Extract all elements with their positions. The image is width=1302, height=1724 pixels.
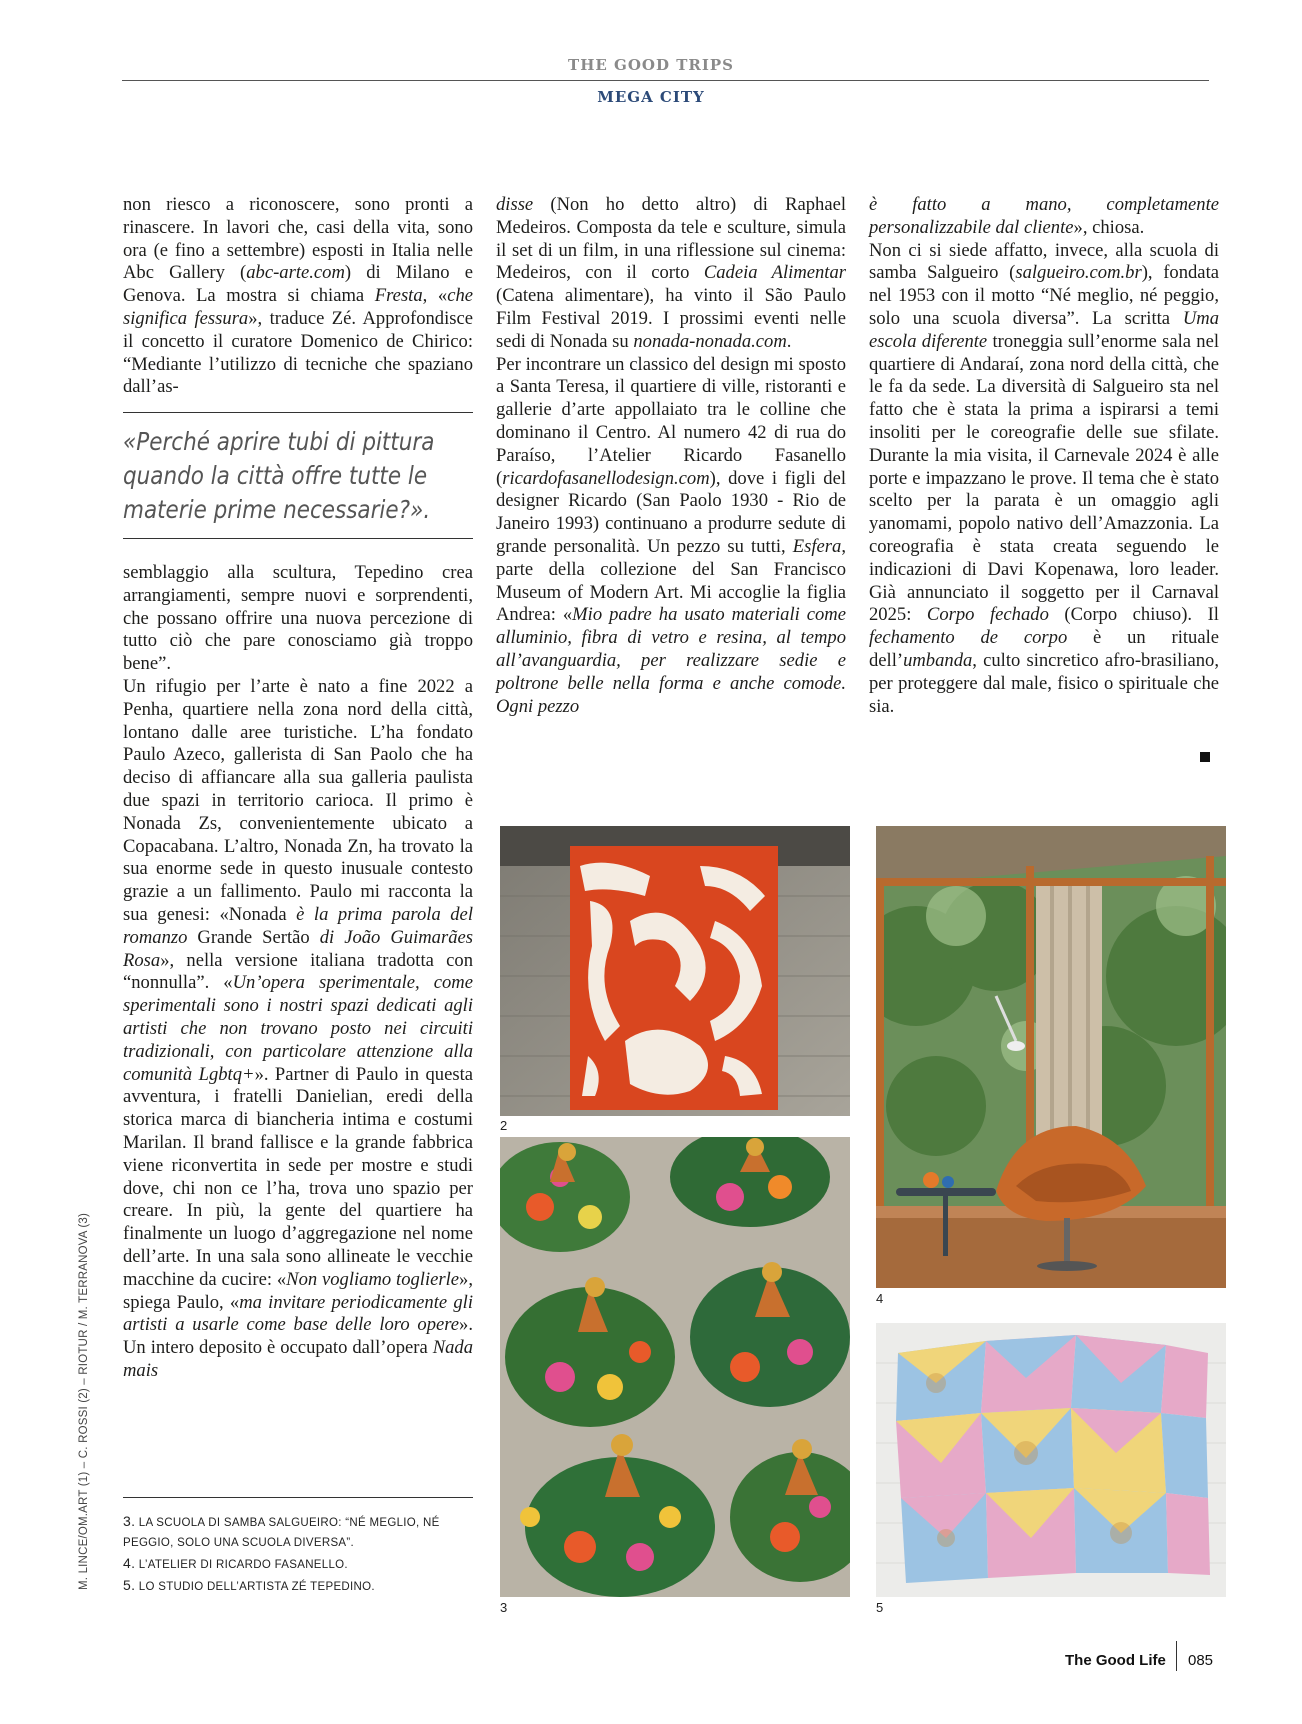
caption-rule [123,1497,473,1498]
article-column-3 [869,194,1219,718]
article-column-1-top [123,194,473,399]
header-rule [122,80,1209,81]
paragraph: Un rifugio per l’arte è nato a fine 2022 a Penha, quartiere nella zona nord della città, lontano dalle aree turistiche. L’ha fondato Paulo Azeco, gallerista di San Paolo che ha deciso di affiancare alla sua galleria paulista due spazi in territorio carioca. Il primo è Nonada Zs, convenientemente ubicato a Copacabana. L’altro, Nonada Zn, ha trovato la sua enorme sede in questo inusuale contesto grazie a un fallimento. Paulo mi racconta la sua genesi: «Nonada è la prima parola del romanzo Grande Sertão di João Guimarães Rosa», nella versione italiana tradotta con “nonnulla”. «Un’opera sperimentale, come sperimentali sono i nostri spazi dedicati agli artisti che non trovano posto nei circuiti tradizionali, con particolare attenzione alla comunità Lgbtq+». Partner di Paulo in questa avventura, i fratelli Danielian, eredi della storica marca di biancheria intima e costumi Marilan. Il brand fallisce e la grande fabbrica viene riconvertita in sede per mostre e studi dove, chi non ce l’ha, trova uno spazio per creare. In più, la gente del quartiere ha finalmente un luogo d’aggregazione nel nome dell’arte. In una sala sono allineate le vecchie macchine da cucire: «Non vogliamo toglierle», spiega Paulo, «ma invitare periodicamente gli artisti a usarle come base delle loro opere». Un intero deposito è occupato dall’opera Nada mais [123,675,473,1381]
subsection-title: MEGA CITY [597,88,705,106]
footer-separator [1176,1641,1177,1671]
quote-rule-bottom [123,538,473,539]
page-number: 085 [1188,1652,1214,1669]
photo-patchwork-textile [876,1323,1226,1597]
caption-4: 4. L’ATELIER DI RICARDO FASANELLO. [123,1555,348,1571]
photo-number-4: 4 [876,1291,884,1306]
photo-carnival-costumes [500,1137,850,1597]
section-title: THE GOOD TRIPS [568,56,734,74]
paragraph: è fatto a mano, completamente personalizzabile dal cliente», chiosa. [869,194,1219,238]
end-of-article-mark [1200,752,1210,762]
photo-credit: M. LINCE/OM.ART (1) – C. ROSSI (2) – RIOTUR / M. TERRANOVA (3) [78,1212,90,1590]
photo-number-5: 5 [876,1600,884,1615]
paragraph: semblaggio alla scultura, Tepedino crea arrangiamenti, sempre nuovi e sorprendenti, che possano offrire una nuova percezione di tutto ciò che pare conosciamo già troppo bene”. [123,562,473,675]
photo-captions [123,1511,473,1597]
paragraph: non riesco a riconoscere, sono pronti a rinascere. In lavori che, casi della vita, sono ora (e fino a settembre) esposti in Italia nelle Abc Gallery (abc-arte.com) di Milano e Genova. La mostra si chiama Fresta, «che significa fessura», traduce Zé. Approfondisce il concetto il curatore Domenico de Chirico: “Mediante l’utilizzo di tecniche che spaziano dall’as- [123,194,473,398]
article-column-1-bottom [123,562,473,1383]
paragraph: disse (Non ho detto altro) di Raphael Medeiros. Composta da tele e sculture, simula il set di un film, in una riflessione sul cinema: Medeiros, con il corto Cadeia Alimentar (Catena alimentare), ha vinto il São Paulo Film Festival 2019. I prossimi eventi nelle sedi di Nonada su nonada-nonada.com. [496,194,846,352]
article-column-2 [496,194,846,718]
magazine-brand: The Good Life [1065,1652,1166,1669]
pull-quote: «Perché aprire tubi di pittura quando la città offre tutte le materie prime necessarie?». [123,427,435,524]
quote-rule-top [123,412,473,413]
photo-atelier-interior [876,826,1226,1288]
caption-5: 5. LO STUDIO DELL’ARTISTA ZÉ TEPEDINO. [123,1577,375,1593]
photo-number-3: 3 [500,1600,508,1615]
caption-3: 3. LA SCUOLA DI SAMBA SALGUEIRO: “NÉ MEGLIO, NÉ PEGGIO, SOLO UNA SCUOLA DIVERSA”. [123,1513,440,1549]
paragraph: Per incontrare un classico del design mi sposto a Santa Teresa, il quartiere di ville, ristoranti e gallerie d’arte appollaiato tra le colline che dominano il Centro. Al numero 42 di rua do Paraíso, l’Atelier Ricardo Fasanello (ricardofasanellodesign.com), dove i figli del designer Ricardo (San Paolo 1930 - Rio de Janeiro 1993) continuano a produrre sedute di grande personalità. Un pezzo su tutti, Esfera, parte della collezione del San Francisco Museum of Modern Art. Mi accoglie la figlia Andrea: «Mio padre ha usato materiali come alluminio, fibra di vetro e resina, al tempo all’avanguardia, per realizzare sedie e poltrone belle nella forma e anche comode. Ogni pezzo [496,353,846,717]
paragraph: Non ci si siede affatto, invece, alla scuola di samba Salgueiro (salgueiro.com.br), fondata nel 1953 con il motto “Né meglio, né peggio, solo una scuola diversa”. La scritta Uma escola diferente troneggia sull’enorme sala nel quartiere di Andaraí, zona nord della città, che le fa da sede. La diversità di Salgueiro sta nel fatto che è stata la prima a ispirarsi a temi insoliti per le coreografie delle sue sfilate. Durante la mia visita, il Carnevale 2024 è alle porte e impazzano le prove. Il tema che è stato scelto per la parata è un omaggio agli yanomami, popolo nativo dell’Amazzonia. La coreografia è stata creata seguendo le indicazioni di Davi Kopenawa, loro leader. Già annunciato il soggetto per il Carnaval 2025: Corpo fechado (Corpo chiuso). Il fechamento de corpo è un rituale dell’umbanda, culto sincretico afro-brasiliano, per proteggere dal male, fisico o spirituale che sia. [869,239,1219,717]
photo-number-2: 2 [500,1118,508,1133]
photo-red-tapestry [500,826,850,1116]
